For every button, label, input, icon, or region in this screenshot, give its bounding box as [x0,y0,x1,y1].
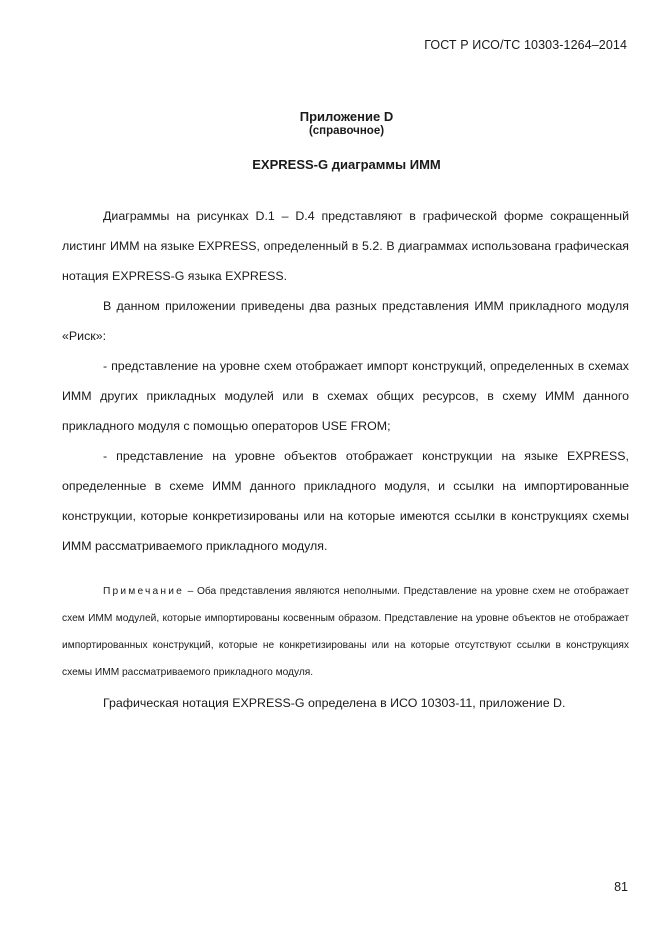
final-paragraph: Графическая нотация EXPRESS-G определена в ИСО 10303-11, приложение D. [103,696,566,710]
page-number: 81 [614,880,628,894]
paragraph: Диаграммы на рисунках D.1 – D.4 представляют в графической форме сокращенный листинг ИММ на языке EXPRESS, определенный в 5.2. В диаграммах использована графическая нотация EXPRESS-G языка EXPRESS. [62,209,629,283]
annex-subtitle: (справочное) [308,125,385,137]
note-dash: – [183,586,197,597]
note-text: Оба представления являются неполными. Представление на уровне схем не отображает схем ИММ модулей, которые импортированы косвенным образом. Представление на уровне объектов не отображает импортированных конструкций, которые не конкретизированы или на которые отсутствуют ссылки в конструкциях схемы ИММ рассматриваемого прикладного модуля. [62,586,629,678]
paragraph: В данном приложении приведены два разных представления ИММ прикладного модуля «Риск»: [62,299,629,343]
paragraph: - представление на уровне объектов отображает конструкции на языке EXPRESS, определенные в схеме ИММ данного прикладного модуля, и ссылки на импортированные конструкции, которые конкретизированы или на которые имеются ссылки в конструкциях схемы ИММ рассматриваемого прикладного модуля. [62,449,629,553]
note [62,578,629,686]
paragraph: - представление на уровне схем отображает импорт конструкций, определенных в схемах ИММ других прикладных модулей или в схемах общих ресурсов, в схему ИММ данного прикладного модуля с помощью операторов USE FROM; [62,359,629,433]
note-label: Примечание [103,586,184,597]
annex-title: Приложение D [299,109,394,124]
section-title: EXPRESS-G диаграммы ИММ [252,157,441,172]
document-header: ГОСТ Р ИСО/ТС 10303-1264–2014 [424,38,627,52]
body-text [62,201,629,561]
